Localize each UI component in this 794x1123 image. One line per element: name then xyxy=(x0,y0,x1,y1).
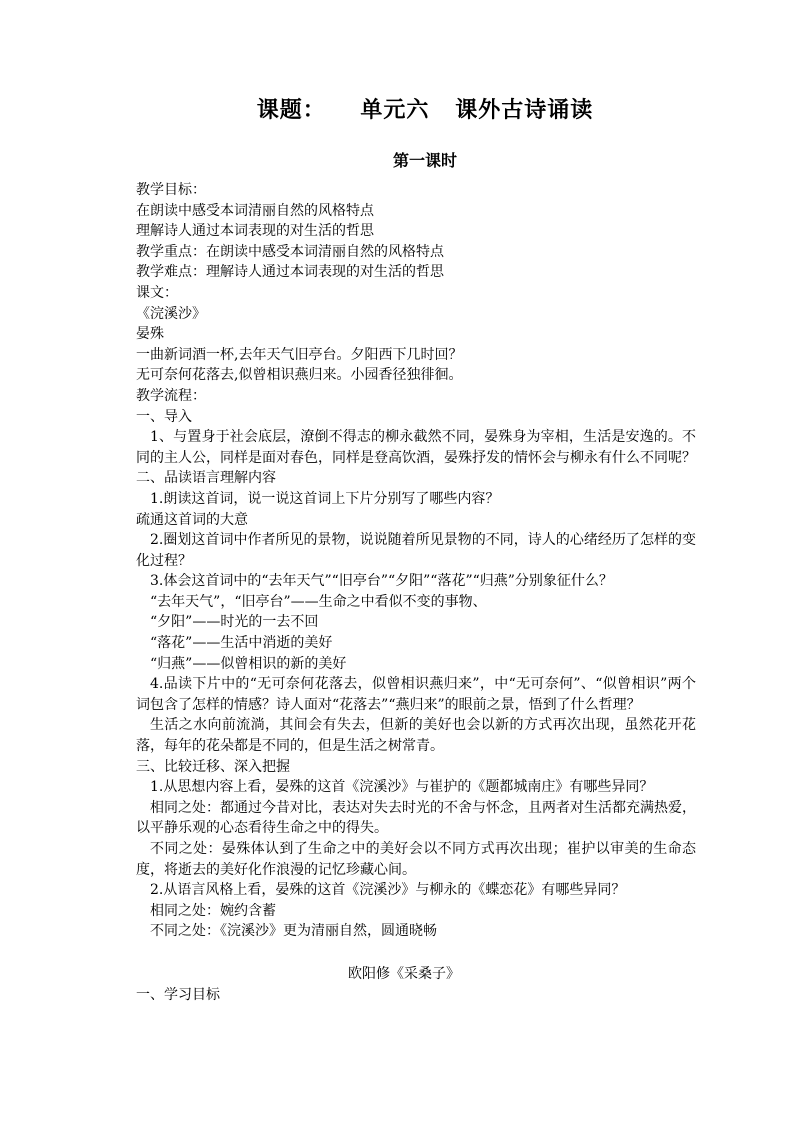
section-intro: 一、导入 xyxy=(136,408,192,425)
key-point: 教学重点：在朗读中感受本词清丽自然的风格特点 xyxy=(136,243,444,260)
question-4: 4.品读下片中的“无可奈何花落去，似曾相识燕归来”，中“无可奈何”、“似曾相识”两个词包含了怎样的情感？诗人面对“花落去”“燕归来”的眼前之景，悟到了什么哲理？ xyxy=(136,676,696,713)
question-2: 2.圈划这首词中作者所见的景物，说说随着所见景物的不同，诗人的心绪经历了怎样的变化过程？ xyxy=(136,532,696,569)
symbol-3: “落花”——生活中消逝的美好 xyxy=(150,635,333,652)
next-poem-title: 欧阳修《采桑子》 xyxy=(348,965,460,982)
section-reading: 二、品读语言理解内容 xyxy=(136,470,276,487)
intro-paragraph: 1、与置身于社会底层，潦倒不得志的柳永截然不同，晏殊身为宰相，生活是安逸的。不同的主人公，同样是面对春色，同样是登高饮酒，晏殊抒发的情怀会与柳永有什么不同呢？ xyxy=(136,429,696,466)
lesson-subtitle: 第一课时 xyxy=(392,151,457,170)
objective-2: 理解诗人通过本词表现的对生活的哲思 xyxy=(136,223,374,240)
symbol-2: “夕阳”——时光的一去不回 xyxy=(150,614,319,631)
objective-1: 在朗读中感受本词清丽自然的风格特点 xyxy=(136,202,374,219)
document-body xyxy=(136,180,696,1005)
compare-1-diff: 不同之处：晏殊体认到了生命之中的美好会以不同方式再次出现；崔护以审美的生命态度，将逝去的美好化作浪漫的记忆珍藏心间。 xyxy=(136,841,696,878)
compare-2-same: 相同之处：婉约含蓄 xyxy=(150,902,276,919)
symbol-4: “归燕”——似曾相识的新的美好 xyxy=(150,655,347,672)
compare-question-2: 2.从语言风格上看，晏殊的这首《浣溪沙》与柳永的《蝶恋花》有哪些异同？ xyxy=(150,882,626,899)
objectives-heading: 教学目标： xyxy=(136,182,206,198)
answer-4: 生活之水向前流淌，其间会有失去，但新的美好也会以新的方式再次出现，虽然花开花落，每年的花朵都是不同的，但是生活之树常青。 xyxy=(136,717,696,755)
poem-line-1: 一曲新词酒一杯,去年天气旧亭台。夕阳西下几时回？ xyxy=(136,346,463,363)
symbol-1: “去年天气”，“旧亭台”——生命之中看似不变的事物、 xyxy=(150,593,487,610)
poem-author: 晏殊 xyxy=(136,326,164,343)
process-heading: 教学流程： xyxy=(136,387,206,404)
section-compare: 三、比较迁移、深入把握 xyxy=(136,758,290,775)
compare-2-diff: 不同之处：《浣溪沙》更为清丽自然，圆通晓畅 xyxy=(150,923,437,940)
learning-goals-heading: 一、学习目标 xyxy=(136,986,220,1003)
question-1: 1.朗读这首词，说一说这首词上下片分别写了哪些内容？ xyxy=(150,490,500,507)
text-heading: 课文： xyxy=(136,284,178,301)
spacer xyxy=(136,942,696,964)
compare-1-same: 相同之处：都通过今昔对比，表达对失去时光的不舍与怀念，且两者对生活都充满热爱，以平静乐观的心态看待生命之中的得失。 xyxy=(136,799,696,837)
question-3: 3.体会这首词中的“去年天气”“旧亭台”“夕阳”“落花”“归燕”分别象征什么？ xyxy=(150,573,613,590)
difficult-point: 教学难点：理解诗人通过本词表现的对生活的哲思 xyxy=(136,264,444,281)
poem-title: 《浣溪沙》 xyxy=(136,305,206,322)
answer-1: 疏通这首词的大意 xyxy=(136,511,248,528)
compare-question-1: 1.从思想内容上看，晏殊的这首《浣溪沙》与崔护的《题都城南庄》有哪些异同？ xyxy=(150,779,654,796)
page-title: 课题： 单元六 课外古诗诵读 xyxy=(256,97,594,123)
poem-line-2: 无可奈何花落去,似曾相识燕归来。小园香径独徘徊。 xyxy=(136,367,463,384)
